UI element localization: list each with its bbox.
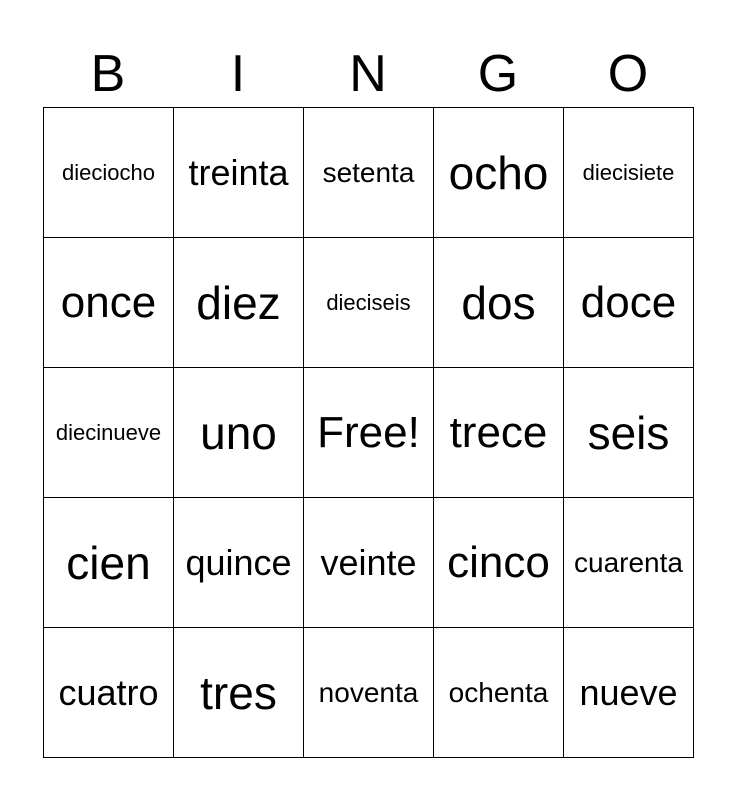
- bingo-cell[interactable]: trece: [434, 368, 564, 498]
- bingo-cell[interactable]: cuarenta: [564, 498, 694, 628]
- bingo-cell[interactable]: dieciocho: [44, 108, 174, 238]
- bingo-cell[interactable]: nueve: [564, 628, 694, 758]
- bingo-cell[interactable]: once: [44, 238, 174, 368]
- bingo-board: [43, 107, 694, 758]
- header-letter-b: B: [90, 45, 126, 103]
- bingo-cell[interactable]: uno: [174, 368, 304, 498]
- header-letter-g: G: [477, 45, 519, 103]
- bingo-cell[interactable]: cinco: [434, 498, 564, 628]
- bingo-cell[interactable]: quince: [174, 498, 304, 628]
- bingo-cell[interactable]: seis: [564, 368, 694, 498]
- header-letter-o: O: [607, 45, 649, 103]
- bingo-cell[interactable]: cien: [44, 498, 174, 628]
- bingo-cell[interactable]: ochenta: [434, 628, 564, 758]
- bingo-cell[interactable]: diecisiete: [564, 108, 694, 238]
- header-letter-n: N: [349, 45, 387, 103]
- bingo-cell[interactable]: dos: [434, 238, 564, 368]
- bingo-cell[interactable]: cuatro: [44, 628, 174, 758]
- bingo-cell[interactable]: dieciseis: [304, 238, 434, 368]
- bingo-cell[interactable]: tres: [174, 628, 304, 758]
- header-letter-i: I: [230, 45, 246, 103]
- bingo-cell[interactable]: noventa: [304, 628, 434, 758]
- bingo-cell[interactable]: treinta: [174, 108, 304, 238]
- bingo-cell[interactable]: ocho: [434, 108, 564, 238]
- bingo-cell[interactable]: doce: [564, 238, 694, 368]
- bingo-cell[interactable]: diez: [174, 238, 304, 368]
- bingo-header: [43, 40, 693, 108]
- bingo-cell[interactable]: diecinueve: [44, 368, 174, 498]
- bingo-cell[interactable]: setenta: [304, 108, 434, 238]
- bingo-cell[interactable]: veinte: [304, 498, 434, 628]
- free-space-cell[interactable]: Free!: [304, 368, 434, 498]
